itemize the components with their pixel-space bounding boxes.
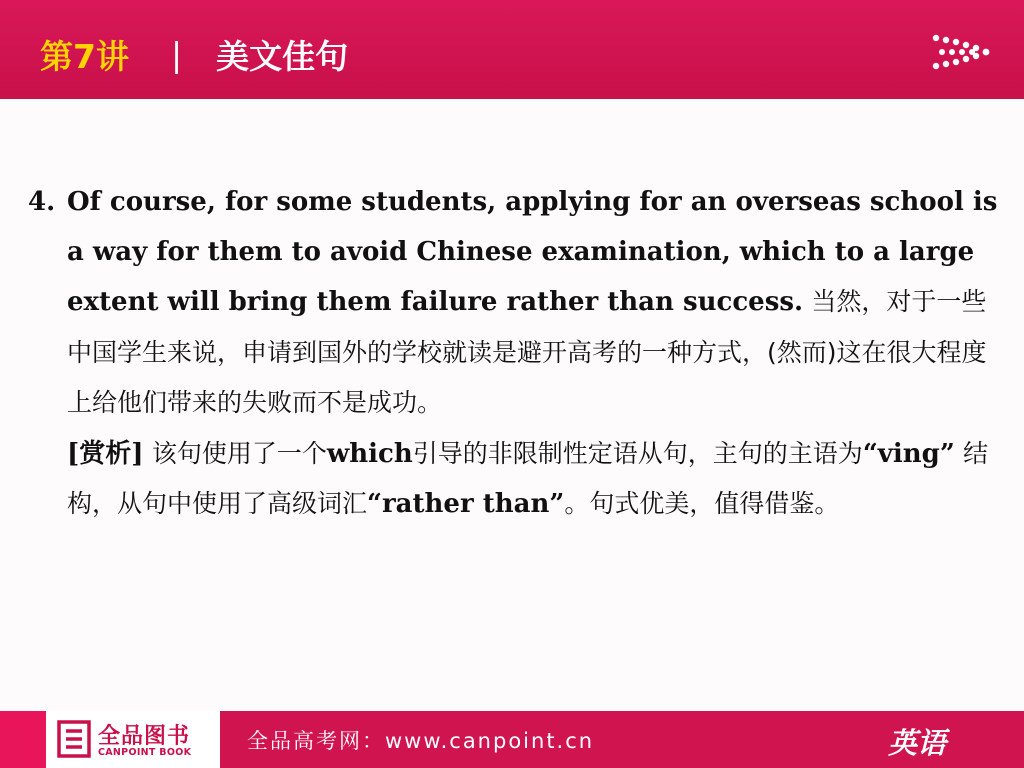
slide-content [28, 178, 1008, 530]
item-body [67, 178, 1008, 530]
title-separator: | [170, 34, 183, 74]
lesson-label: 第7讲 [40, 36, 129, 76]
analysis-text-1: 该句使用了一个 [151, 438, 327, 468]
list-item [28, 178, 1008, 530]
logo-chinese-text: 全品图书 [98, 724, 191, 749]
analysis-keyword-rather-than: “rather than” [367, 489, 565, 519]
analysis-text-2: 引导的非限制性定语从句，主句的主语为 [412, 438, 863, 468]
analysis-keyword-which: which [326, 438, 413, 469]
slide-header [0, 0, 1024, 99]
topic-label: 美文佳句 [216, 36, 349, 76]
analysis-text-4: 。句式优美，值得借鉴。 [564, 489, 840, 518]
footer-stripe [0, 711, 46, 768]
analysis-text-3: 结构，从句中使用了高级词汇 [67, 438, 989, 518]
header-title [40, 30, 348, 78]
analysis-label: [赏析] [67, 438, 144, 469]
analysis-keyword-ving: “ving” [862, 438, 955, 469]
slide-footer [0, 711, 1024, 768]
dot-arrow-icon [930, 32, 996, 72]
english-sentence: Of course, for some students, applying for an overseas school is a way for them to avoid Chinese examination, which to a large extent will bring them failure rather than success. [67, 187, 998, 317]
item-number: 4. [28, 187, 56, 217]
footer-website[interactable]: 全品高考网：www.canpoint.cn [247, 729, 595, 753]
publisher-logo [46, 711, 220, 768]
canpoint-logo-icon [56, 719, 92, 759]
chinese-translation: 当然，对于一些中国学生来说，申请到国外的学校就读是避开高考的一种方式，(然而)这在很大程度上给他们带来的失败而不是成功。 [67, 287, 987, 417]
logo-english-text: CANPOINT BOOK [98, 747, 192, 758]
footer-subject: 英语 [888, 726, 947, 760]
